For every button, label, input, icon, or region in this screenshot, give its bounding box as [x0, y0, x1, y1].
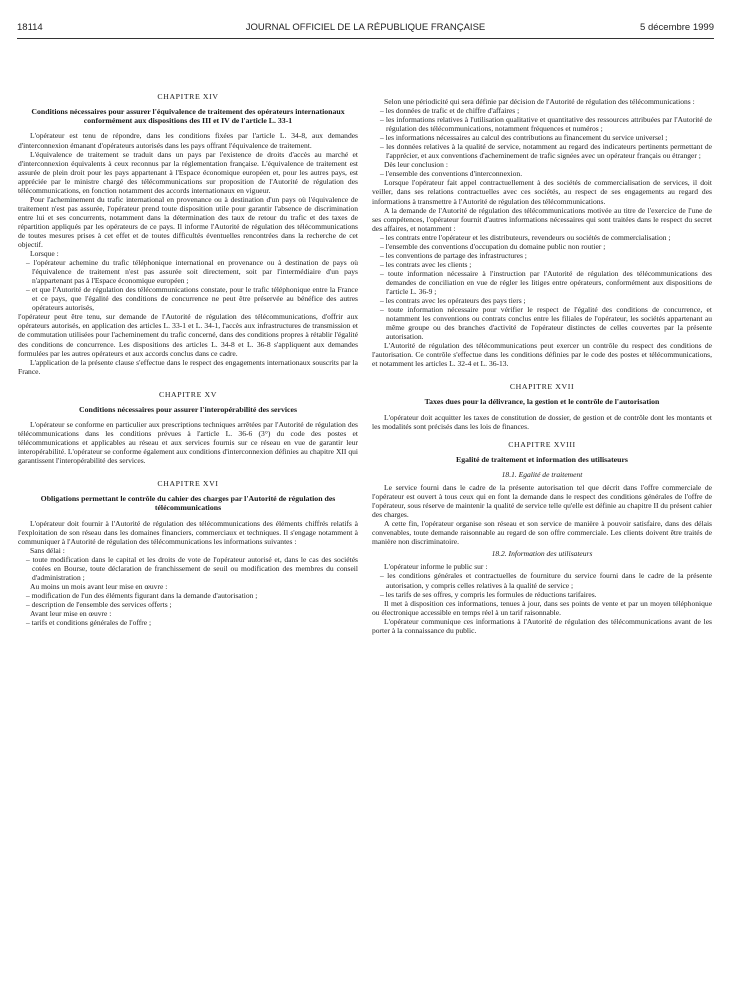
list-item: – les informations nécessaires au calcul des contributions au financement du service universel ;: [380, 133, 668, 143]
section-18-1-title: 18.1. Egalité de traitement: [501, 470, 583, 479]
list-item: – les informations relatives à l'utilisation qualitative et quantitative des ressources attribuées par l'Autorité de régulation des télécommunications, notamment fréquences et numéros ;: [380, 115, 712, 134]
list-item: – les données relatives à la qualité de service, notamment au regard des indicateurs pertinents permettant de l'apprécier, et aux conventions d'acheminement de trafic signées avec un opérateur français ou étranger ;: [380, 142, 712, 161]
paragraph: Selon une périodicité qui sera définie par décision de l'Autorité de régulation des télécommunications :: [384, 97, 695, 106]
list-item: – modification de l'un des éléments figurant dans la demande d'autorisation ;: [26, 591, 258, 601]
list-item: – l'ensemble des conventions d'interconnexion.: [380, 169, 523, 179]
list-item: – description de l'ensemble des services offerts ;: [26, 600, 172, 610]
page-number: 18114: [17, 22, 43, 33]
list-item: – les contrats avec les clients ;: [380, 259, 472, 269]
paragraph: Lorsque l'opérateur fait appel contractuellement à des sociétés de commercialisation de services, il doit veiller, dans ses relations contractuelles avec ces sociétés, au respect de ses engagements au regard des informations à transmettre à l'Autorité de régulation des télécommunications.: [372, 178, 712, 206]
paragraph: A la demande de l'Autorité de régulation des télécommunications motivée au titre de l'exercice de l'une de ses compétences, l'opérateur fournit d'autres informations nécessaires qui sont traitées dans le respect du secret des affaires, et notamment :: [372, 205, 712, 233]
paragraph: L'opérateur doit acquitter les taxes de constitution de dossier, de gestion et de contrôle dont les montants et les modalités sont précisés dans les lois de finances.: [372, 412, 712, 431]
chapter-16-title: Obligations permettant le contrôle du cahier des charges par l'Autorité de régulation des télécommunications: [40, 494, 336, 513]
paragraph: Lorsque :: [30, 249, 59, 259]
list-item: – toute information nécessaire pour vérifier le respect de l'égalité des conditions de concurrence, et notamment les conventions ou contrats conclus entre les filiales de l'opérateur, les sociétés appartenant au même groupe ou des branches d'activité de l'opérateur distinctes de celles couvertes par la présente autorisation.: [380, 305, 712, 342]
chapter-18-title: Egalité de traitement et information des utilisateurs: [456, 454, 628, 464]
list-item: – les contrats entre l'opérateur et les distributeurs, revendeurs ou sociétés de commercialisation ;: [380, 232, 671, 242]
paragraph: Au moins un mois avant leur mise en œuvre :: [30, 581, 168, 591]
section-18-2-title: 18.2. Information des utilisateurs: [491, 549, 593, 559]
paragraph: Il met à disposition ces informations, tenues à jour, dans ses points de vente et par un moyen téléphonique ou électronique accessible en temps réel à un tarif raisonnable.: [372, 598, 712, 617]
paragraph: L'opérateur est tenu de répondre, dans les conditions fixées par l'article L. 34-8, aux demandes d'interconnexion émanant d'opérateurs autorisés dans les pays offrant l'équivalence de traitement.: [18, 131, 358, 150]
chapter-18-label: CHAPITRE XVIII: [508, 439, 576, 449]
paragraph: Dès leur conclusion :: [384, 160, 448, 170]
list-item: – les tarifs de ses offres, y compris les formules de réductions tarifaires.: [380, 589, 597, 599]
list-item: – l'ensemble des conventions d'occupation du domaine public non routier ;: [380, 241, 606, 251]
paragraph: L'équivalence de traitement se traduit dans un pays par l'existence de droits d'accès au marché et d'interconnexion équivalents à ceux reconnus par la réglementation française. L'équivalence de traitement est assurée de plein droit pour les pays appartenant à l'Espace économique européen et, pour les autres pays, est appréciée par le ministre chargé des télécommunications sur proposition de l'Autorité de régulation des télécommunications, en fonction notamment des accords internationaux en vigueur.: [18, 149, 358, 195]
paragraph: Sans délai :: [30, 545, 65, 555]
paragraph: L'opérateur informe le public sur :: [384, 562, 488, 572]
list-item: – les données de trafic et de chiffre d'affaires ;: [380, 106, 520, 116]
list-item: – et que l'Autorité de régulation des télécommunications constate, pour le trafic téléphonique entre la France et ce pays, que l'égalité des conditions de concurrence ne peut être préservée au bénéfice des autres opérateurs autorisés,: [26, 285, 358, 313]
list-item: – toute information nécessaire à l'instruction par l'Autorité de régulation des télécommunications des demandes de conciliation en vue de régler les litiges entre opérateurs, conformément aux dispositions de l'article L. 36-9 ;: [380, 268, 712, 296]
paragraph: Pour l'acheminement du trafic international en provenance ou à destination d'un pays où l'équivalence de traitement n'est pas assurée, l'opérateur prend toute disposition utile pour garantir l'absence de discrimination entre lui et ses concurrents, notamment dans la détermination des taux de retour du trafic et des taxes de répartition appliqués par les opérateurs de ce pays. Il informe l'Autorité de régulation des télécommunications de toutes mesures prises à cet effet et de toutes difficultés éventuelles rencontrées dans la recherche de cet objectif.: [18, 194, 358, 250]
chapter-15-label: CHAPITRE XV: [159, 389, 217, 399]
paragraph: Avant leur mise en œuvre :: [30, 609, 112, 619]
list-item: – toute modification dans le capital et les droits de vote de l'opérateur autorisé et, dans le cas des sociétés cotées en Bourse, toute déclaration de franchissement de seuil ou modification des membres du conseil d'administration ;: [26, 554, 358, 582]
chapter-17-label: CHAPITRE XVII: [509, 382, 575, 392]
paragraph: l'opérateur peut être tenu, sur demande de l'Autorité de régulation des télécommunications, d'offrir aux opérateurs autorisés, en application des articles L. 33-1 et L. 34-1, l'accès aux infrastructures de transmission et de commutation utilisées pour l'acheminement du trafic concerné, dans des conditions propres à rétablir l'égalité des conditions de concurrence. Les dispositions des articles L. 34-8 et L. 36-8 s'appliquent aux demandes formulées par les autres opérateurs et aux accords conclus dans ce cadre.: [18, 312, 358, 358]
journal-title: JOURNAL OFFICIEL DE LA RÉPUBLIQUE FRANÇAISE: [245, 22, 486, 33]
header-rule: [17, 38, 714, 39]
paragraph: L'opérateur doit fournir à l'Autorité de régulation des télécommunications des éléments chiffrés relatifs à l'exploitation de son réseau dans les domaines financiers, commerciaux et techniques. Il s'engage notamment à communiquer à l'Autorité de régulation des télécommunications les informations suivantes :: [18, 518, 358, 546]
list-item: – les conventions de partage des infrastructures ;: [380, 250, 527, 260]
right-column: [372, 97, 712, 635]
paragraph: L'application de la présente clause s'effectue dans le respect des engagements internationaux souscrits par la France.: [18, 357, 358, 376]
list-item: – les contrats avec les opérateurs des pays tiers ;: [380, 296, 526, 306]
chapter-16-label: CHAPITRE XVI: [157, 479, 219, 489]
list-item: – l'opérateur achemine du trafic téléphonique international en provenance ou à destination de pays où l'équivalence de traitement n'est pas assurée soit directement, soit par l'intermédiaire d'un pays n'appartenant pas à l'Espace économique européen ;: [26, 258, 358, 286]
chapter-14-label: CHAPITRE XIV: [157, 92, 219, 101]
left-column: [18, 92, 358, 627]
list-item: – tarifs et conditions générales de l'offre ;: [26, 618, 152, 628]
list-item: – les conditions générales et contractuelles de fourniture du service fourni dans le cadre de la présente autorisation, y compris celles relatives à la qualité de service ;: [380, 571, 712, 590]
paragraph: Le service fourni dans le cadre de la présente autorisation tel que décrit dans l'offre commerciale de l'opérateur est ouvert à tous ceux qui en font la demande dans le respect des conditions générales de l'offre de l'opérateur, sous réserve de maintenir la qualité de service telle qu'elle est définie au chapitre II du présent cahier des charges.: [372, 483, 712, 520]
chapter-17-title: Taxes dues pour la délivrance, la gestion et le contrôle de l'autorisation: [424, 397, 660, 407]
paragraph: L'Autorité de régulation des télécommunications peut exercer un contrôle du respect des conditions de l'autorisation. Ce contrôle s'effectue dans les conditions définies par le code des postes et télécommunications, et notamment les articles L. 32-4 et L. 36-13.: [372, 341, 712, 369]
page-header: [17, 22, 714, 36]
chapter-14-title: Conditions nécessaires pour assurer l'équivalence de traitement des opérateurs internationaux conformément aux dispositions des III et IV de l'article L. 33-1: [31, 107, 345, 126]
paragraph: L'opérateur communique ces informations à l'Autorité de régulation des télécommunications avant de les porter à la connaissance du public.: [372, 616, 712, 635]
publication-date: 5 décembre 1999: [640, 22, 714, 33]
paragraph: A cette fin, l'opérateur organise son réseau et son service de manière à pouvoir satisfaire, dans des délais convenables, toute demande raisonnable au regard de son offre commerciale. Les clients doivent être traités de manière non discriminatoire.: [372, 519, 712, 547]
paragraph: L'opérateur se conforme en particulier aux prescriptions techniques arrêtées par l'Autorité de régulation des télécommunications dans les conditions prévues à l'article L. 36-6 (3°) du code des postes et télécommunications et applicables au réseau et aux services fournis sur ce réseau en vue de garantir leur interopérabilité. L'opérateur se conforme également aux conditions d'interconnexion définies au chapitre XII qui garantissent l'interopérabilité des services.: [18, 419, 358, 466]
chapter-15-title: Conditions nécessaires pour assurer l'interopérabilité des services: [78, 404, 298, 414]
